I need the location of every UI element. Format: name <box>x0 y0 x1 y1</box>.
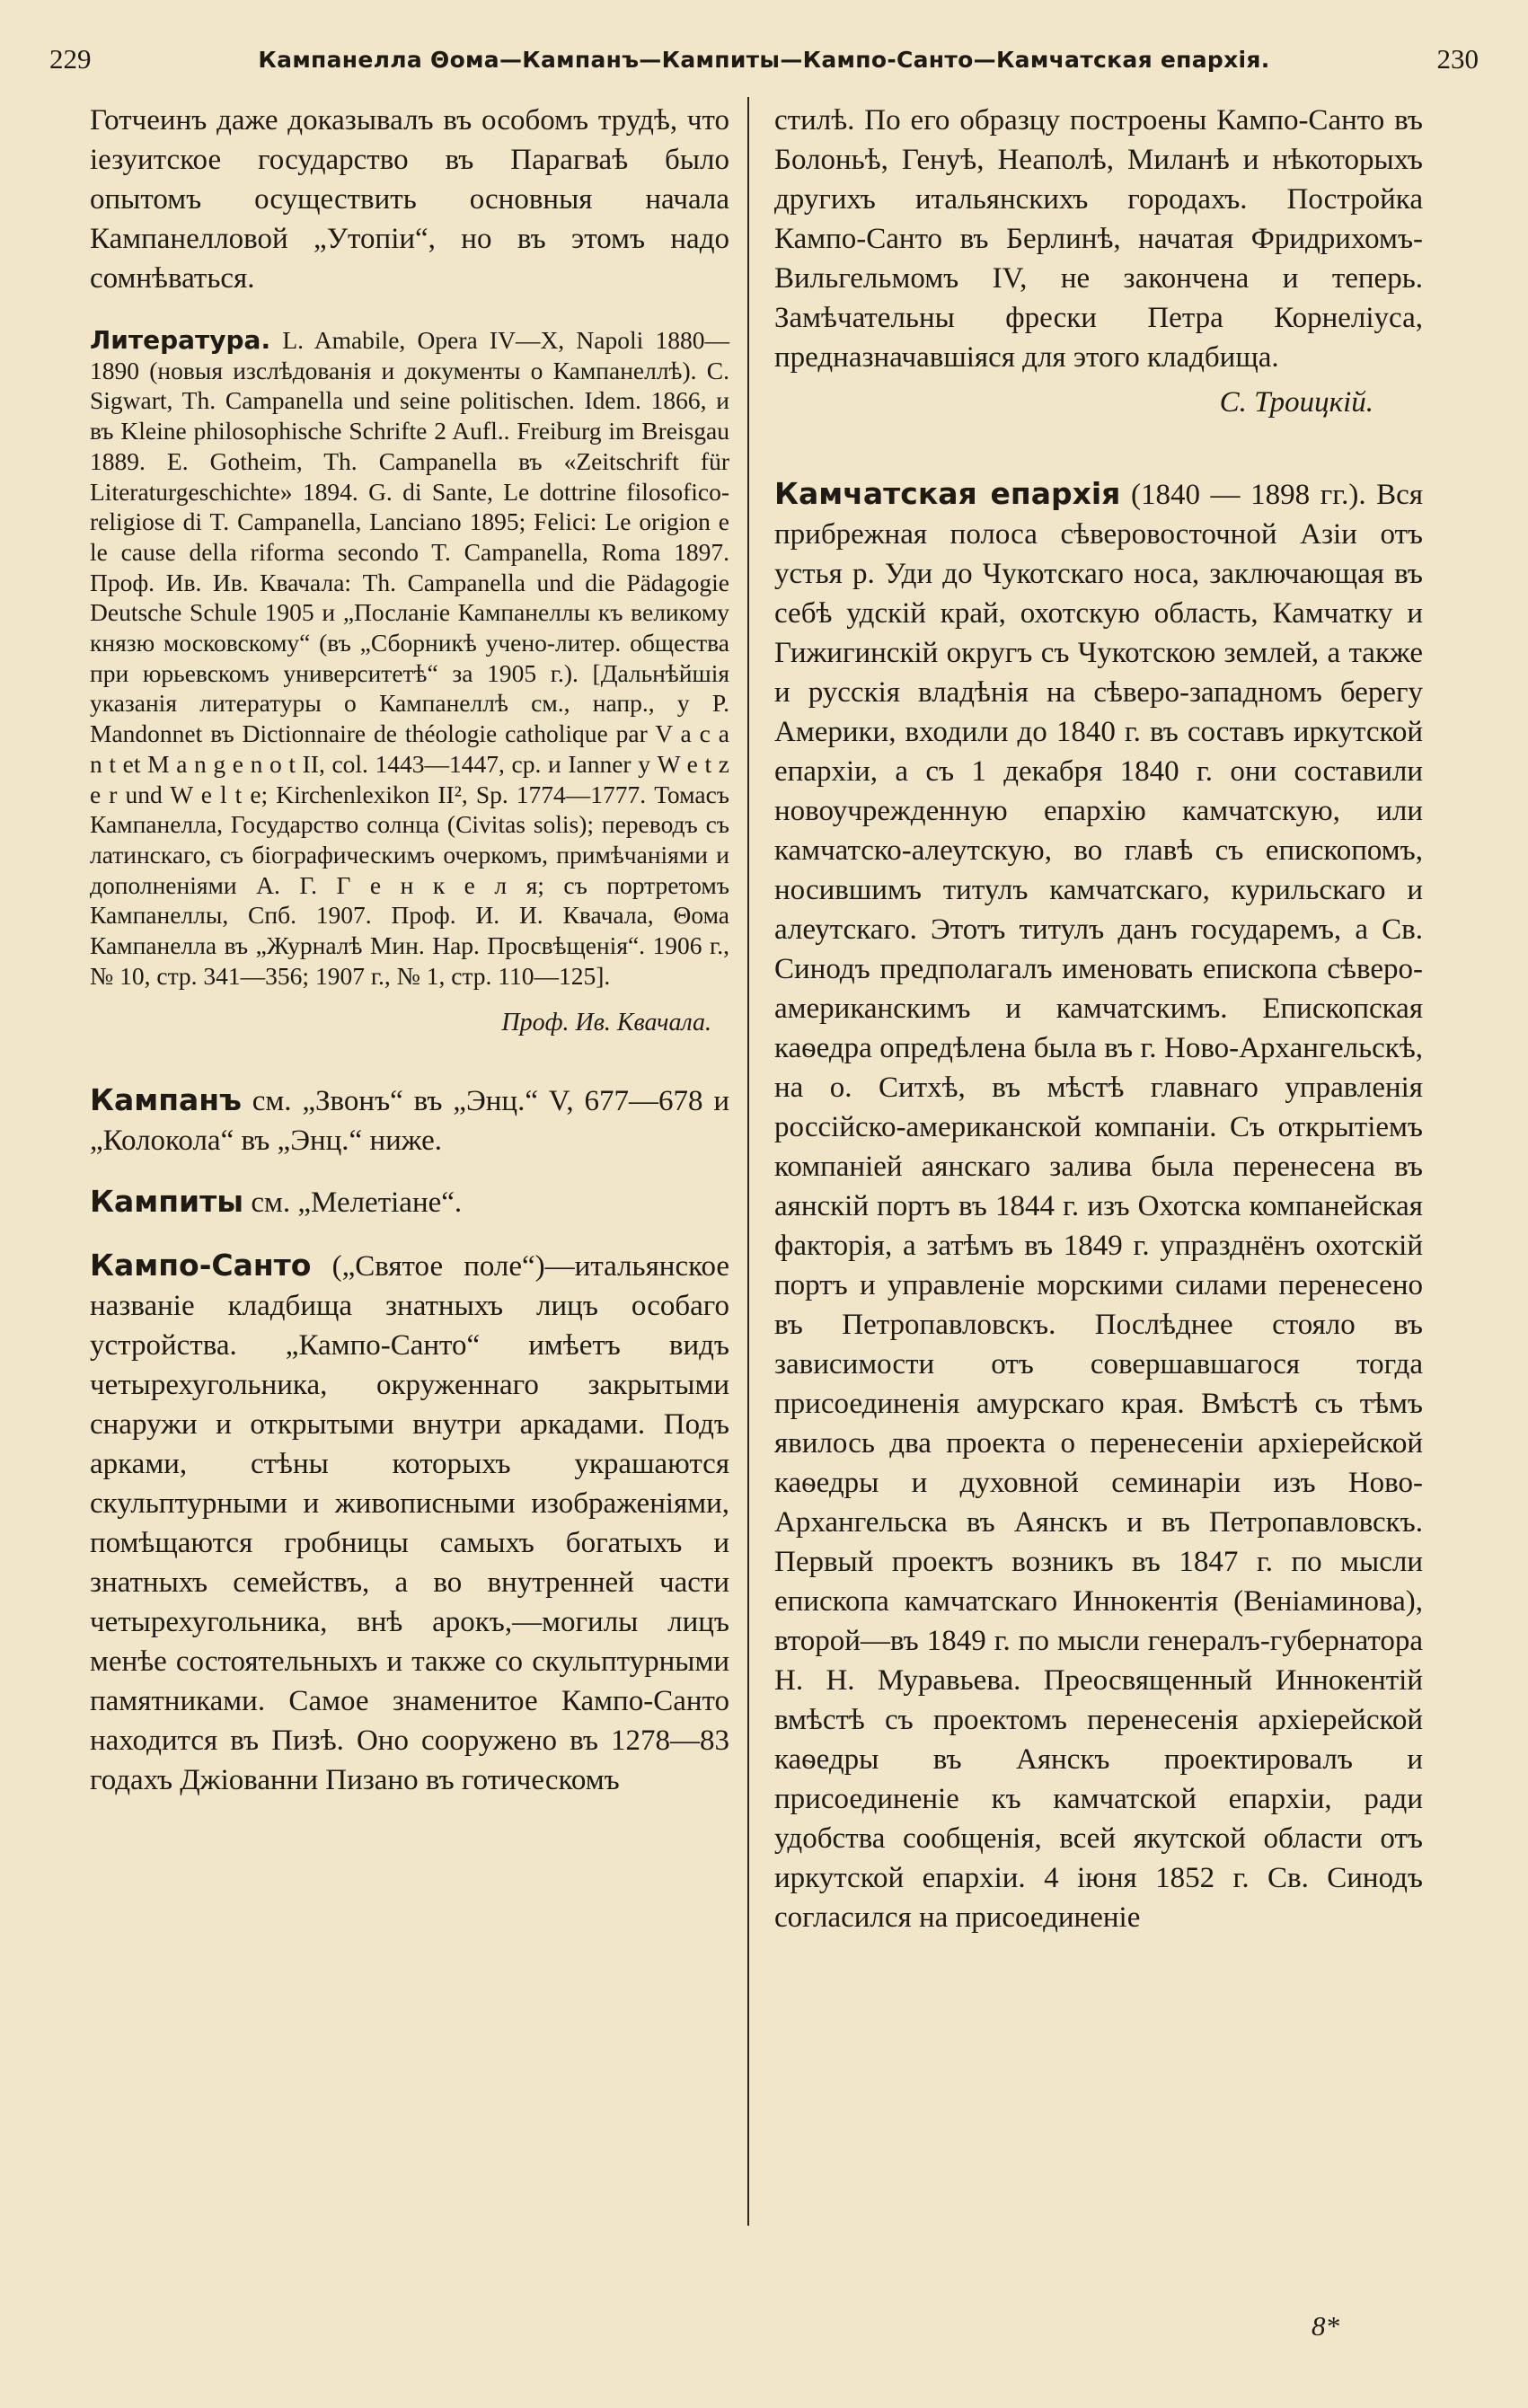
entry-kampity-heading: Кампиты <box>90 1184 244 1220</box>
entry-kamposanto-text: („Святое поле“)—итальянское названіе кладбища знатныхъ лицъ особаго устройства. „Кампо-Санто“ имѣетъ видъ четырехугольника, окруженнаго закрытыми снаружи и открытыми внутри аркадами. Подъ арками, стѣны которыхъ украшаются скульптурными и живописными изображеніями, помѣщаются гробницы самыхъ богатыхъ и знатныхъ семействъ, а во внутренней части четырехугольника, внѣ арокъ,—могилы лицъ менѣе состоятельныхъ и также со скульптурными памятниками. Самое знаменитое Кампо-Санто находится въ Пизѣ. Оно сооружено въ 1278—83 годахъ Джіованни Пизано въ готическомъ <box>90 1250 729 1797</box>
running-title: Кампанелла Θома—Кампанъ—Кампиты—Кампо-Санто—Камчатская епархія. <box>258 47 1270 73</box>
literature-block <box>90 325 729 991</box>
column-divider <box>747 97 749 2226</box>
literature-heading: Литература. <box>90 325 271 355</box>
page-number-left: 229 <box>49 43 92 75</box>
entry-kampan-heading: Кампанъ <box>90 1082 242 1118</box>
entry-kamchatka-heading: Камчатская епархія <box>774 476 1121 511</box>
literature-signature: Проф. Ив. Квачала. <box>501 1009 711 1037</box>
entry-kamchatka-text: (1840 — 1898 гг.). Вся прибрежная полоса сѣверовосточной Азіи отъ устья р. Уди до Чукотскаго носа, заключающая въ себѣ удскій край, охотскую область, Камчатку и Гижигинскій округъ съ Чукотскою землей, а также и русскія владѣнія на сѣверо-западномъ берегу Америки, входили до 1840 г. въ составъ иркутской епархіи, а съ 1 декабря 1840 г. они составили новоучрежденную епархію камчатскую, или камчатско-алеутскую, во главѣ съ епископомъ, носившимъ титулъ камчатскаго, курильскаго и алеутскаго. Этотъ титулъ данъ государемъ, а Св. Синодъ предполагалъ именовать епископа сѣверо-американскимъ и камчатскимъ. Епископская каѳедра опредѣлена была въ г. Ново-Архангельскѣ, на о. Ситхѣ, въ мѣстѣ главнаго управленія россійско-американской компаніи. Съ открытіемъ компаніей аянскаго залива была перенесена въ аянскій портъ въ 1844 г. изъ Охотска компанейская факторія, а затѣмъ въ 1849 г. упразднёнъ охотскій портъ и управленіе морскими силами перенесено въ Петропавловскъ. Послѣднее стояло въ зависимости отъ совершавшагося тогда присоединенія амурскаго края. Вмѣстѣ съ тѣмъ явилось два проекта о перенесеніи архіерейской каѳедры и духовной семинаріи изъ Ново-Архангельска въ Аянскъ и въ Петропавловскъ. Первый проектъ возникъ въ 1847 г. по мысли епископа камчатскаго Иннокентія (Веніаминова), второй—въ 1849 г. по мысли генералъ-губернатора Н. Н. Муравьева. Преосвященный Иннокентій вмѣстѣ съ проектомъ перенесенія архіерейской каѳедры въ Аянскъ проектировалъ и присоединеніе къ камчатской епархіи, ради удобства сообщенія, всей якутской области отъ иркутской епархіи. 4 іюня 1852 г. Св. Синодъ согласился на присоединеніе <box>774 479 1423 1934</box>
right-column <box>774 101 1423 1937</box>
kamposanto-continuation: стилѣ. По его образцу построены Кампо-Санто въ Болоньѣ, Генуѣ, Неаполѣ, Миланѣ и нѣкоторыхъ другихъ итальянскихъ городахъ. Постройка Кампо-Санто въ Берлинѣ, начатая Фридрихомъ-Вильгельмомъ IV, не закончена и теперь. Замѣчательны фрески Петра Корнеліуса, предназначавшіяся для этого кладбища. <box>774 104 1423 374</box>
left-column <box>90 101 729 1800</box>
entry-kampan-text: см. „Звонъ“ въ „Энц.“ V, 677—678 и „Колокола“ въ „Энц.“ ниже. <box>90 1085 729 1158</box>
entry-kampity <box>90 1182 729 1222</box>
entry-kamposanto-heading: Кампо-Санто <box>90 1248 312 1283</box>
literature-text: L. Amabile, Opera IV—X, Napoli 1880—1890 (новыя изслѣдованія и документы о Кампанеллѣ). C. Sigwart, Th. Campanella und seine politischen. Idem. 1866, и въ Kleine philosophische Schrifte 2 Aufl.. Freiburg im Breisgau 1889. E. Gothеim, Th. Campanella въ «Zeitschrift für Literaturgeschichte» 1894. G. di Sante, Le dottrine filosofico-religiose di T. Campanella, Lanciano 1895; Felici: Le origion e le cause della riforma secondo T. Campanella, Roma 1897. Проф. Ив. Ив. Квачала: Th. Campanella und die Pädagogie Deutsche Schule 1905 и „Посланіе Кампанеллы къ великому князю московскому“ (въ „Сборникѣ учено-литер. общества при юрьевскомъ университетѣ“ за 1905 г.). [Дальнѣйшія указанія литературы о Кампанеллѣ см., напр., у P. Mandonnet въ Dictionnaire de théologie catholique par V a c a n t et M a n g e n o t II, col. 1443—1447, ср. и Ianner у W e t z e r und W e l t e; Kirchenlexikon II², Sp. 1774—1777. Томасъ Кампанелла, Государство солнца (Civitas solis); переводъ съ латинскаго, съ біографическимъ очеркомъ, примѣчаніями и дополненіями А. Г. Г е н к е л я; съ портретомъ Кампанеллы, Спб. 1907. Проф. И. И. Квачала, Θома Кампанелла въ „Журналѣ Мин. Нар. Просвѣщенія“. 1906 г., № 10, стр. 341—356; 1907 г., № 1, стр. 110—125]. <box>90 326 729 990</box>
page-number-right: 230 <box>1436 43 1479 75</box>
entry-kampan <box>90 1081 729 1160</box>
entry-kamchatka <box>774 474 1423 1937</box>
page-header <box>49 43 1479 86</box>
entry-kamposanto <box>90 1246 729 1800</box>
signature-mark: 8* <box>1312 2310 1339 2342</box>
campanella-conclusion: Готчеинъ даже доказывалъ въ особомъ трудѣ, что іезуитское государство въ Парагваѣ было опытомъ осуществить основныя начала Кампанелловой „Утопіи“, но въ этомъ надо сомнѣваться. <box>90 104 729 295</box>
kamposanto-signature: С. Троицкій. <box>1219 386 1373 419</box>
entry-kampity-text: см. „Мелетіане“. <box>251 1186 463 1220</box>
